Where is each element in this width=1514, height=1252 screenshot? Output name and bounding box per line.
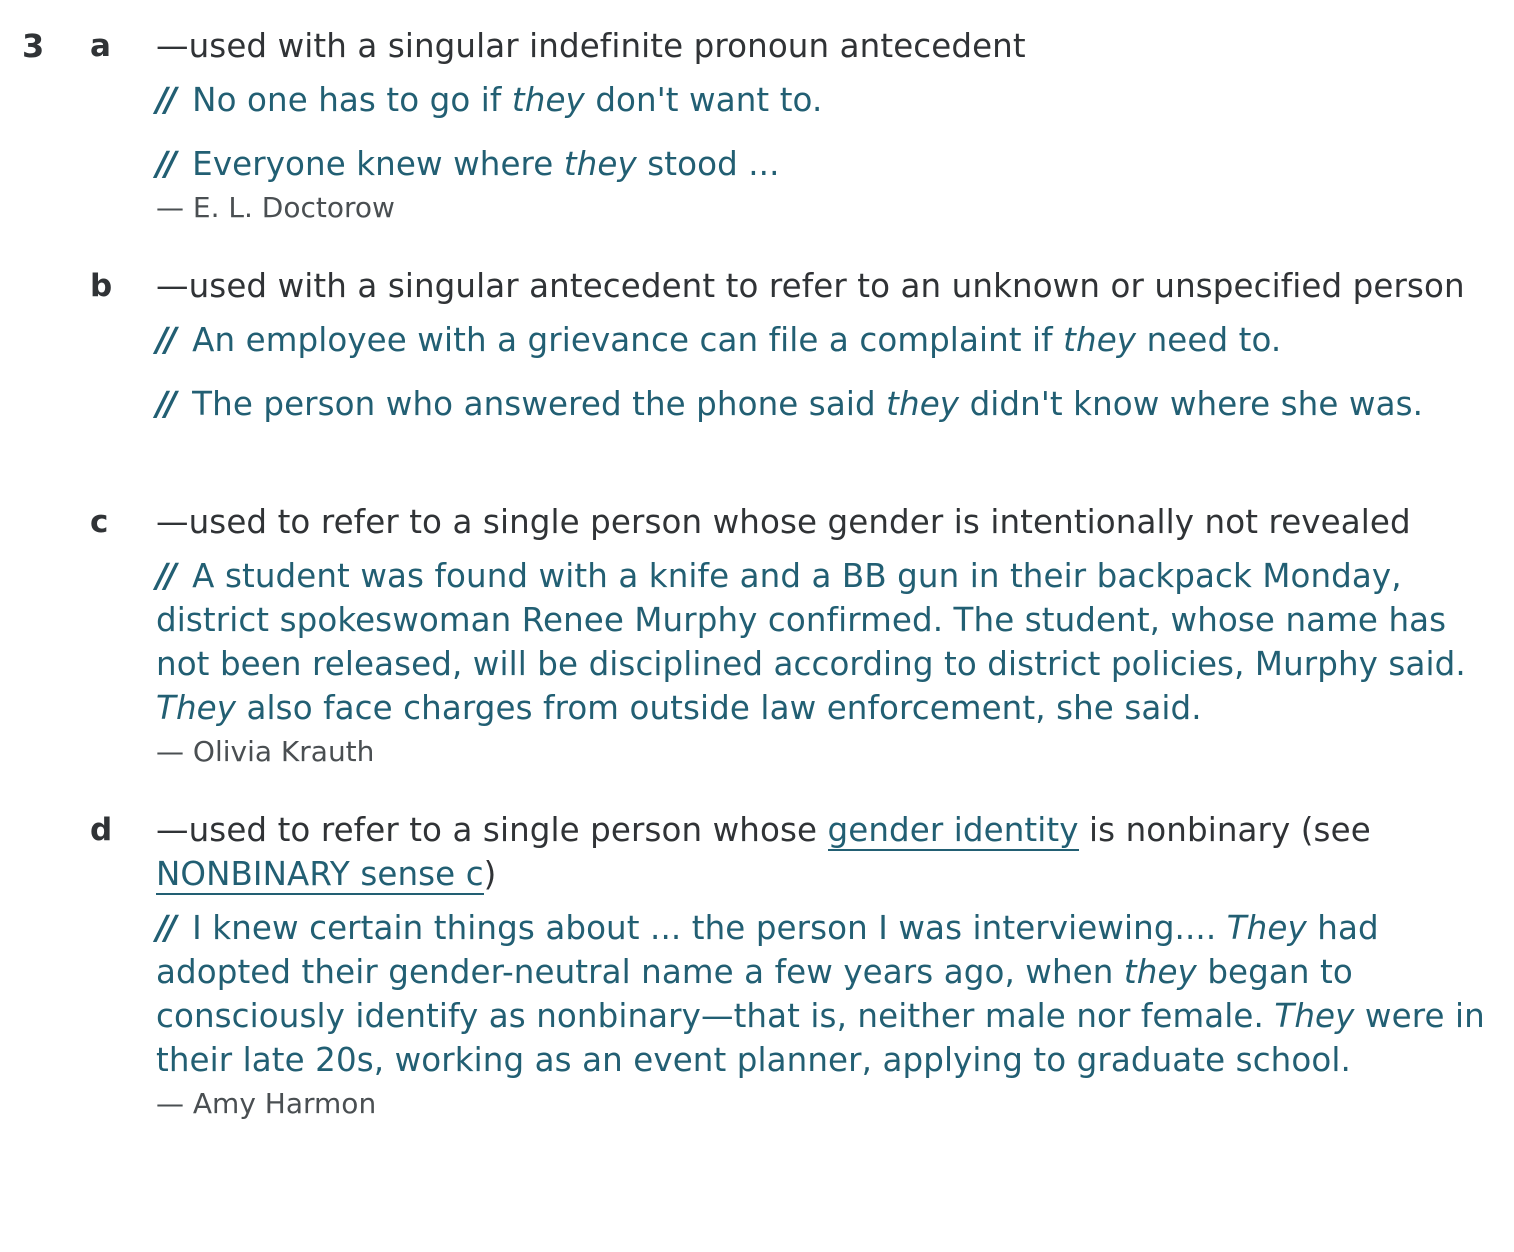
example-marker: //	[156, 145, 174, 183]
subsense-letter: b	[90, 268, 113, 304]
subsense-letter: c	[90, 504, 109, 540]
quote-attribution: — E. L. Doctorow	[156, 191, 395, 224]
subsense-body	[156, 24, 1496, 226]
example-text: also face charges from outside law enforcement, she said.	[236, 689, 1202, 727]
gender-identity-link[interactable]: gender identity	[827, 811, 1079, 849]
example-emphasis: they	[1063, 321, 1137, 359]
definition-text	[156, 808, 1496, 896]
example-emphasis: they	[1123, 953, 1197, 991]
example-emphasis: They	[1226, 909, 1307, 947]
subsense-body	[156, 808, 1496, 1122]
example-sentence	[156, 142, 1496, 186]
example-text: I knew certain things about ... the person I was interviewing....	[181, 909, 1227, 947]
example-text: need to.	[1136, 321, 1282, 359]
example-marker: //	[156, 557, 174, 595]
example-emphasis: they	[563, 145, 637, 183]
example-text: stood ...	[636, 145, 780, 183]
example-sentence	[156, 382, 1496, 426]
sense-number: 3	[22, 27, 45, 65]
subsense-letter: d	[90, 812, 113, 848]
example-emphasis: they	[511, 81, 585, 119]
example-text: were in their late 20s, working as an event planner, applying to graduate school.	[156, 997, 1485, 1079]
example-sentence	[156, 318, 1496, 362]
example-text: An employee with a grievance can file a complaint if	[181, 321, 1064, 359]
example-sentence	[156, 78, 1496, 122]
example-emphasis: They	[1274, 997, 1355, 1035]
example-text: Everyone knew where	[181, 145, 564, 183]
example-emphasis: They	[156, 689, 237, 727]
example-marker: //	[156, 909, 174, 947]
example-text: didn't know where she was.	[959, 385, 1424, 423]
example-text: had adopted their gender-neutral name a few years ago, when	[156, 909, 1379, 991]
definition-segment: is nonbinary (see	[1078, 811, 1371, 849]
quote-attribution: — Amy Harmon	[156, 1087, 377, 1120]
example-text: began to consciously identify as nonbinary—that is, neither male nor female.	[156, 953, 1353, 1035]
example-marker: //	[156, 321, 174, 359]
subsense-body	[156, 264, 1496, 426]
example-marker: //	[156, 81, 174, 119]
example-text: don't want to.	[584, 81, 823, 119]
definition-text: —used to refer to a single person whose gender is intentionally not revealed	[156, 503, 1411, 541]
subsense-body	[156, 500, 1496, 770]
quote-attribution: — Olivia Krauth	[156, 735, 375, 768]
definition-segment: —used to refer to a single person whose	[156, 811, 828, 849]
definition-segment: )	[483, 855, 497, 893]
example-text: A student was found with a knife and a BB gun in their backpack Monday, district spokeswoman Renee Murphy confirmed. The student, whose name has not been released, will be disciplined according to district policies, Murphy said.	[156, 557, 1466, 683]
subsense-letter: a	[90, 28, 111, 64]
nonbinary-sense-link[interactable]: NONBINARY sense c	[156, 855, 484, 893]
definition-text: —used with a singular indefinite pronoun antecedent	[156, 27, 1026, 65]
example-text: No one has to go if	[181, 81, 512, 119]
example-text: The person who answered the phone said	[181, 385, 887, 423]
example-marker: //	[156, 385, 174, 423]
definition-text: —used with a singular antecedent to refer to an unknown or unspecified person	[156, 267, 1465, 305]
example-emphasis: they	[886, 385, 960, 423]
example-sentence	[156, 554, 1496, 730]
example-sentence	[156, 906, 1496, 1082]
